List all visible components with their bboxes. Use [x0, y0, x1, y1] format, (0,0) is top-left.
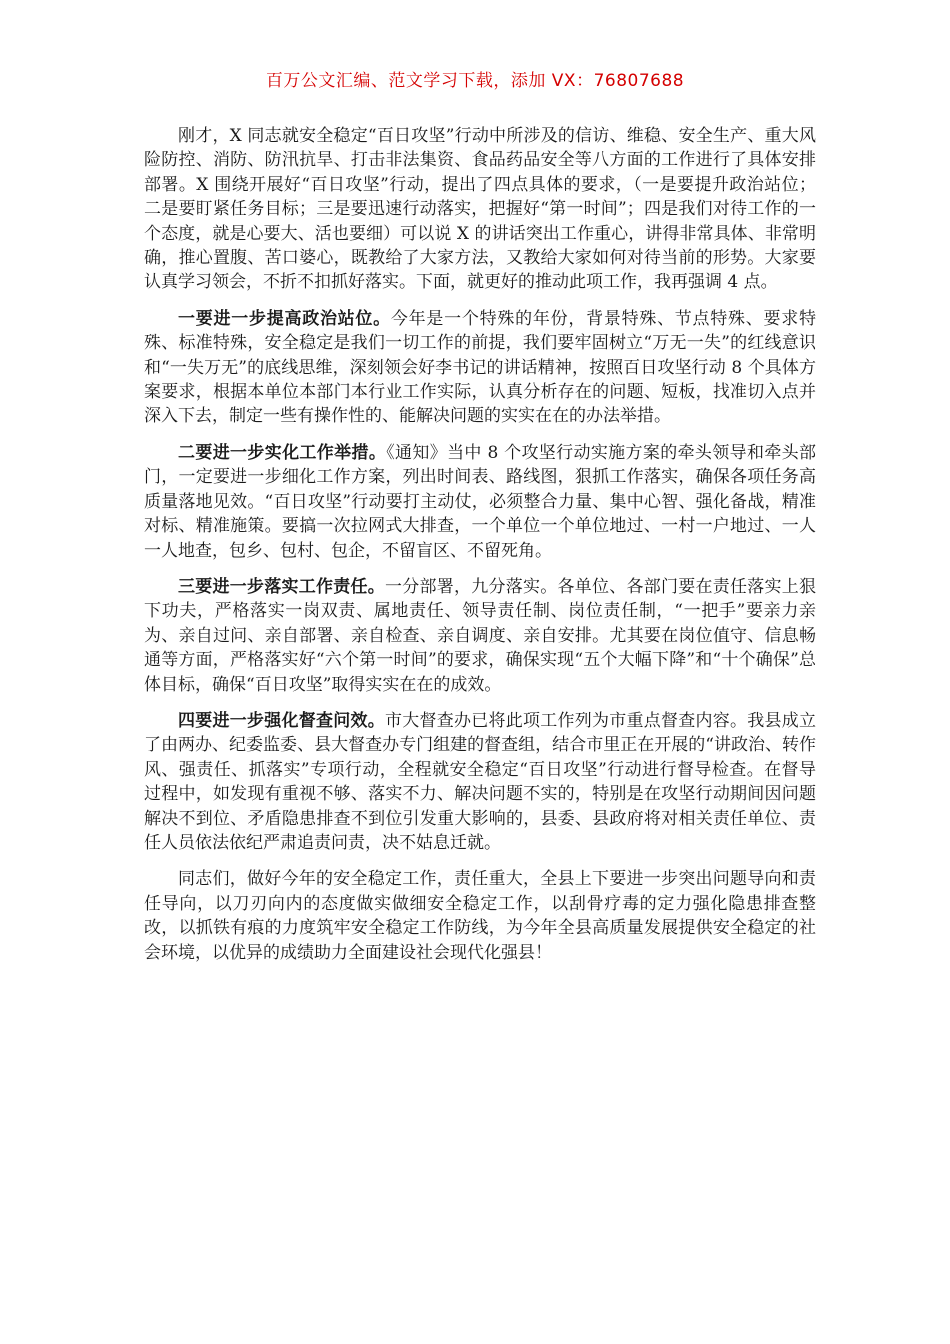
paragraph-lead: 四要进一步强化督查问效。 — [178, 710, 385, 731]
page-header-watermark: 百万公文汇编、范文学习下载，添加 VX：76807688 — [265, 71, 685, 91]
paragraph-text: 市大督查办已将此项工作列为市重点督查内容。我县成立了由两办、纪委监委、县大督查办专门组建的督查组，结合市里正在开展的“讲政治、转作风、强责任、抓落实”专项行动，全程就安全稳定“百日攻坚”行动进行督导检查。在督导过程中，如发现有重视不够、落实不力、解决问题不实的，特别是在攻坚行动期间因问题解决不到位、矛盾隐患排查不到位引发重大影响的，县委、县政府将对相关责任单位、责任人员依法依纪严肃追责问责，决不姑息迁就。 — [144, 710, 816, 853]
paragraph-point-1 — [144, 307, 816, 429]
paragraph-lead: 一要进一步提高政治站位。 — [178, 308, 391, 329]
paragraph-intro — [144, 124, 816, 295]
paragraph-closing — [144, 867, 816, 965]
paragraph-point-3 — [144, 575, 816, 697]
paragraph-lead: 二要进一步实化工作举措。 — [178, 442, 387, 463]
document-body — [144, 124, 816, 977]
paragraph-text: 同志们，做好今年的安全稳定工作，责任重大，全县上下要进一步突出问题导向和责任导向，以刀刃向内的态度做实做细安全稳定工作，以刮骨疗毒的定力强化隐患排查整改，以抓铁有痕的力度筑牢安全稳定工作防线，为今年全县高质量发展提供安全稳定的社会环境，以优异的成绩助力全面建设社会现代化强县！ — [144, 869, 816, 963]
paragraph-point-4 — [144, 709, 816, 855]
paragraph-text: 一分部署，九分落实。各单位、各部门要在责任落实上狠下功夫，严格落实一岗双责、属地责任、领导责任制、岗位责任制，“一把手”要亲力亲为、亲自过问、亲自部署、亲自检查、亲自调度、亲自安排。尤其要在岗位值守、信息畅通等方面，严格落实好“六个第一时间”的要求，确保实现“五个大幅下降”和“十个确保”总体目标，确保“百日攻坚”取得实实在在的成效。 — [144, 576, 816, 695]
paragraph-point-2 — [144, 441, 816, 563]
paragraph-text: 今年是一个特殊的年份，背景特殊、节点特殊、要求特殊、标准特殊，安全稳定是我们一切工作的前提，我们要牢固树立“万无一失”的红线意识和“一失万无”的底线思维，深刻领会好李书记的讲话精神，按照百日攻坚行动 8 个具体方案要求，根据本单位本部门本行业工作实际，认真分析存在的问题、短板，找准切入点并深入下去，制定一些有操作性的、能解决问题的实实在在的办法举措。 — [144, 308, 817, 427]
paragraph-lead: 三要进一步落实工作责任。 — [178, 576, 385, 597]
paragraph-text: 刚才，X 同志就安全稳定“百日攻坚”行动中所涉及的信访、维稳、安全生产、重大风险防控、消防、防汛抗旱、打击非法集资、食品药品安全等八方面的工作进行了具体安排部署。X 围绕开展好“百日攻坚”行动，提出了四点具体的要求，（一是要提升政治站位；二是要盯紧任务目标；三是要迅速行动落实，把握好“第一时间”；四是我们对待工作的一个态度，就是心要大、活也要细）可以说 X 的讲话突出工作重心，讲得非常具体、非常明确，推心置腹、苦口婆心，既教给了大家方法，又教给大家如何对待当前的形势。大家要认真学习领会，不折不扣抓好落实。下面，就更好的推动此项工作，我再强调 4 点。 — [144, 126, 816, 293]
paragraph-text: 《通知》当中 8 个攻坚行动实施方案的牵头领导和牵头部门，一定要进一步细化工作方案，列出时间表、路线图，狠抓工作落实，确保各项任务高质量落地见效。“百日攻坚”行动要打主动仗，必须整合力量、集中心智、强化备战，精准对标、精准施策。要搞一次拉网式大排查，一个单位一个单位地过、一村一户地过、一人一人地查，包乡、包村、包企，不留盲区、不留死角。 — [144, 442, 817, 561]
